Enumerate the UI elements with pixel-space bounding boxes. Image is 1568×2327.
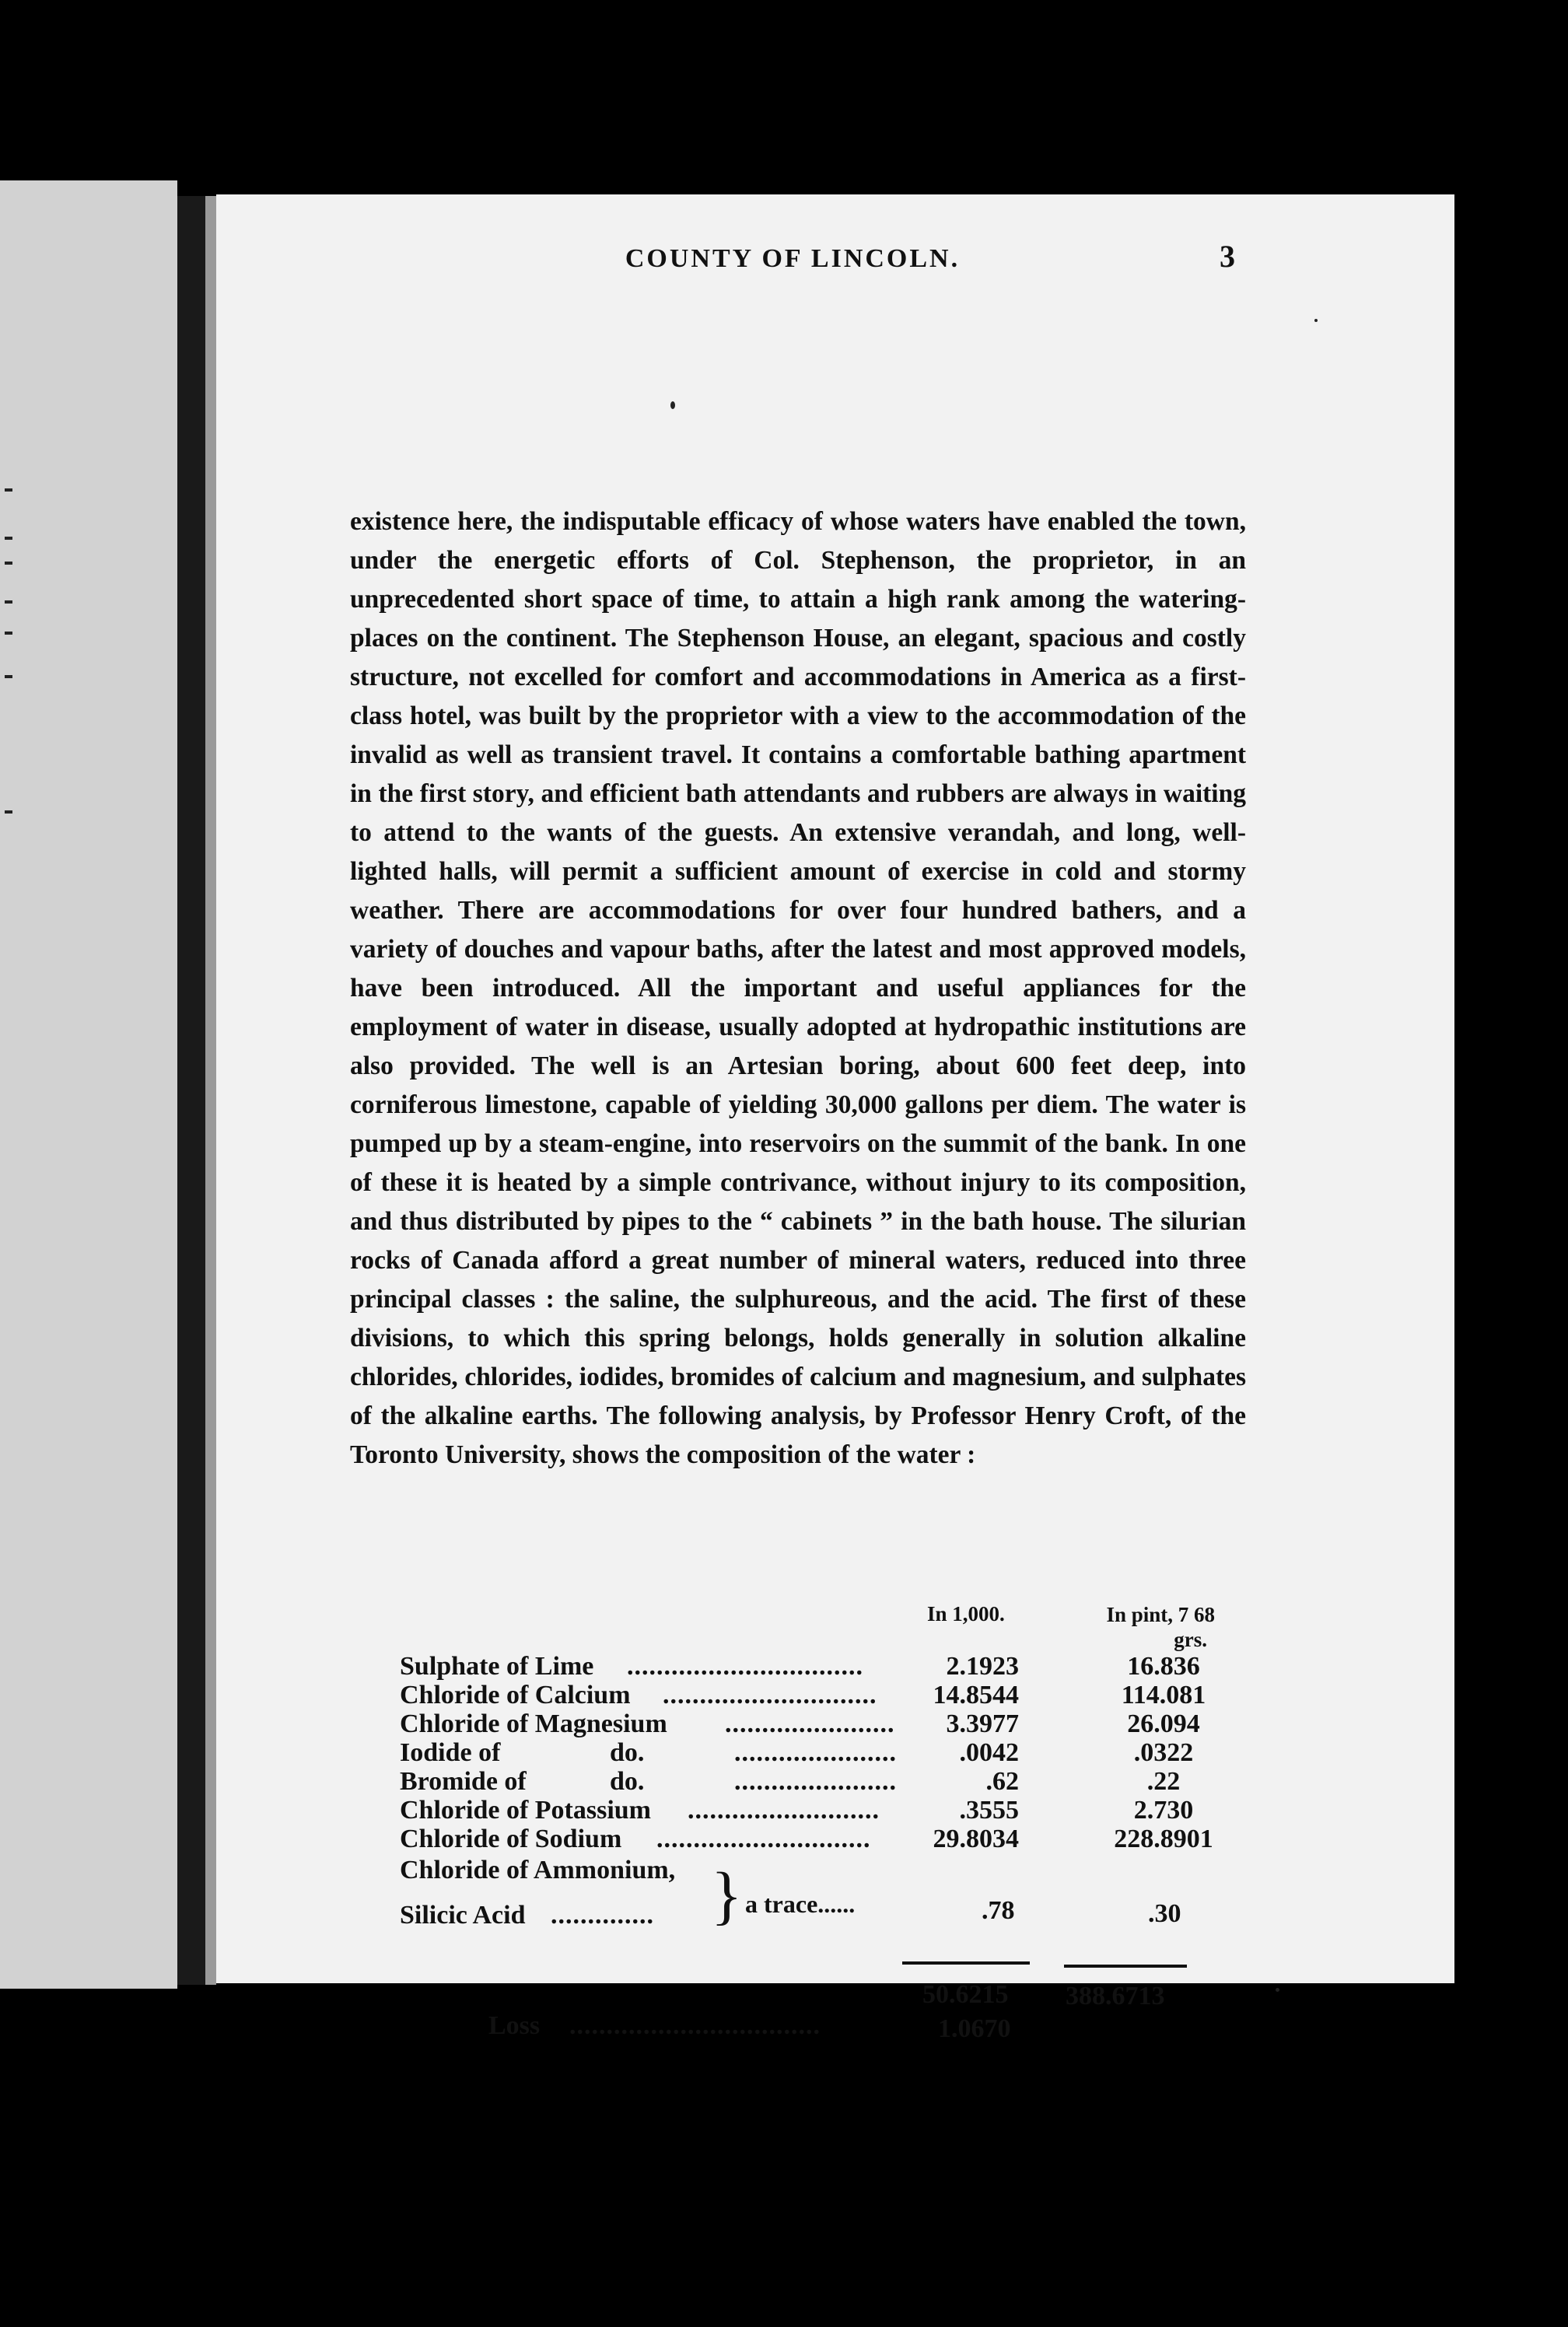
loss-label: Loss: [488, 2011, 541, 2040]
trace-text: a trace: [745, 1890, 818, 1918]
print-speck: [1276, 1988, 1279, 1992]
leader-dots: ..................................: [569, 2011, 821, 2040]
value-per-pint: .22: [1146, 1767, 1181, 1796]
value-per-pint: 114.081: [1121, 1681, 1206, 1709]
column-header-per-pint-line1: In pint, 7 68: [1106, 1603, 1215, 1626]
facing-page-mark: [5, 675, 12, 678]
sum-rule: [1064, 1965, 1187, 1968]
value-per-pint: 16.836: [1127, 1652, 1200, 1681]
table-row: [400, 1796, 1271, 1825]
value-per-1000: .62: [985, 1767, 1019, 1796]
value-per-1000: 3.3977: [946, 1709, 1019, 1738]
leader-dots: .............................: [663, 1681, 877, 1709]
table-row: [400, 1767, 1271, 1797]
column-header-per-1000: In 1,000.: [927, 1602, 1005, 1625]
value-per-pint: 228.8901: [1114, 1825, 1213, 1853]
leader-dots: ..............: [551, 1901, 654, 1930]
ditto-mark: do.: [610, 1738, 645, 1767]
leader-dots: ................................: [627, 1652, 863, 1681]
book-gutter: [205, 196, 216, 1985]
loss-value-per-1000: 1.0670: [938, 2014, 1011, 2043]
value-per-1000: .0042: [959, 1738, 1019, 1767]
facing-page-mark: [5, 488, 12, 492]
compound-name: Chloride of Ammonium,: [400, 1856, 676, 1884]
compound-name: Bromide of: [400, 1767, 527, 1796]
leader-dots: ......................: [734, 1738, 897, 1767]
compound-name: Silicic Acid: [400, 1901, 526, 1930]
leader-dots: ......................: [734, 1767, 897, 1796]
facing-page-mark: [5, 810, 12, 814]
table-row: [400, 1681, 1271, 1710]
body-paragraph: existence here, the indisputable efficacy of whose waters have enabled the town, under the energetic efforts of Col. Stephenson, the proprietor, in an unprecedented short space of time, to attain a high rank among the watering-places on the continent. The Stephenson House, an elegant, spacious and costly structure, not excelled for comfort and accommodations in America as a first-class hotel, was built by the proprietor with a view to the accommodation of the invalid as well as transient travel. It contains a comfortable bathing apartment in the first story, and efficient bath attendants and rubbers are always in waiting to attend to the wants of the guests. An extensive verandah, and long, well-lighted halls, will permit a sufficient amount of exercise in cold and stormy weather. There are accommodations for over four hundred bathers, and a variety of douches and vapour baths, after the latest and most approved models, have been introduced. All the important and useful appliances for the employment of water in disease, usually adopted at hydropathic institutions are also provided. The well is an Artesian boring, about 600 feet deep, into corniferous limestone, capable of yielding 30,000 gallons per diem. The water is pumped up by a steam-engine, into reservoirs on the summit of the bank. In one of these it is heated by a simple contrivance, without injury to its composition, and thus distributed by pipes to the “ cabinets ” in the bath house. The silurian rocks of Canada afford a great number of mineral waters, reduced into three principal classes : the saline, the sulphureous, and the acid. The first of these divisions, to which this spring belongs, holds generally in solution alkaline chlorides, chlorides, iodides, bromides of calcium and magnesium, and sulphates of the alkaline earths. The following analysis, by Professor Henry Croft, of the Toronto University, shows the composition of the water :: [350, 507, 1246, 1469]
grouping-brace: }: [711, 1860, 743, 1932]
trace-value-per-1000: .78: [982, 1896, 1015, 1925]
total-per-pint: 388.6713: [1066, 1982, 1165, 2010]
value-per-1000: 14.8544: [933, 1681, 1019, 1709]
leader-dots: .............................: [656, 1825, 871, 1853]
compound-name: Chloride of Magnesium: [400, 1709, 667, 1738]
table-row: [400, 1738, 1271, 1768]
running-head: COUNTY OF LINCOLN.: [625, 244, 961, 273]
leader-dots: ......: [817, 1890, 856, 1918]
book-spine-shadow: [177, 196, 205, 1985]
table-row: [400, 1856, 1271, 1885]
trace-value-per-pint: .30: [1148, 1899, 1181, 1928]
facing-page-mark: [5, 600, 12, 604]
value-per-1000: .3555: [959, 1796, 1019, 1825]
print-speck: [670, 401, 675, 409]
value-per-pint: .0322: [1133, 1738, 1194, 1767]
value-per-1000: 29.8034: [933, 1825, 1019, 1853]
compound-name: Chloride of Potassium: [400, 1796, 651, 1825]
ditto-mark: do.: [610, 1767, 645, 1796]
leader-dots: .......................: [725, 1709, 895, 1738]
table-row: [400, 1825, 1271, 1854]
value-per-1000: 2.1923: [946, 1652, 1019, 1681]
facing-page-mark: [5, 632, 12, 635]
compound-name: Sulphate of Lime: [400, 1652, 594, 1681]
facing-page-mark: [5, 562, 12, 565]
column-header-per-pint-line2: grs.: [1174, 1628, 1207, 1651]
table-row: [400, 1652, 1271, 1681]
sum-rule: [902, 1961, 1030, 1965]
facing-page-edge: [0, 180, 177, 1989]
print-speck: [1314, 319, 1318, 322]
facing-page-mark: [5, 537, 12, 540]
page-number: 3: [1220, 239, 1235, 274]
compound-name: Chloride of Calcium: [400, 1681, 631, 1709]
leader-dots: ..........................: [688, 1796, 880, 1825]
table-row: [400, 1709, 1271, 1739]
total-per-1000: 50.6215: [922, 1980, 1009, 2009]
value-per-pint: 2.730: [1133, 1796, 1194, 1825]
compound-name: Chloride of Sodium: [400, 1825, 622, 1853]
column-header-per-pint: [1059, 1602, 1215, 1652]
value-per-pint: 26.094: [1127, 1709, 1200, 1738]
compound-name: Iodide of: [400, 1738, 501, 1767]
trace-label: [745, 1890, 855, 1919]
